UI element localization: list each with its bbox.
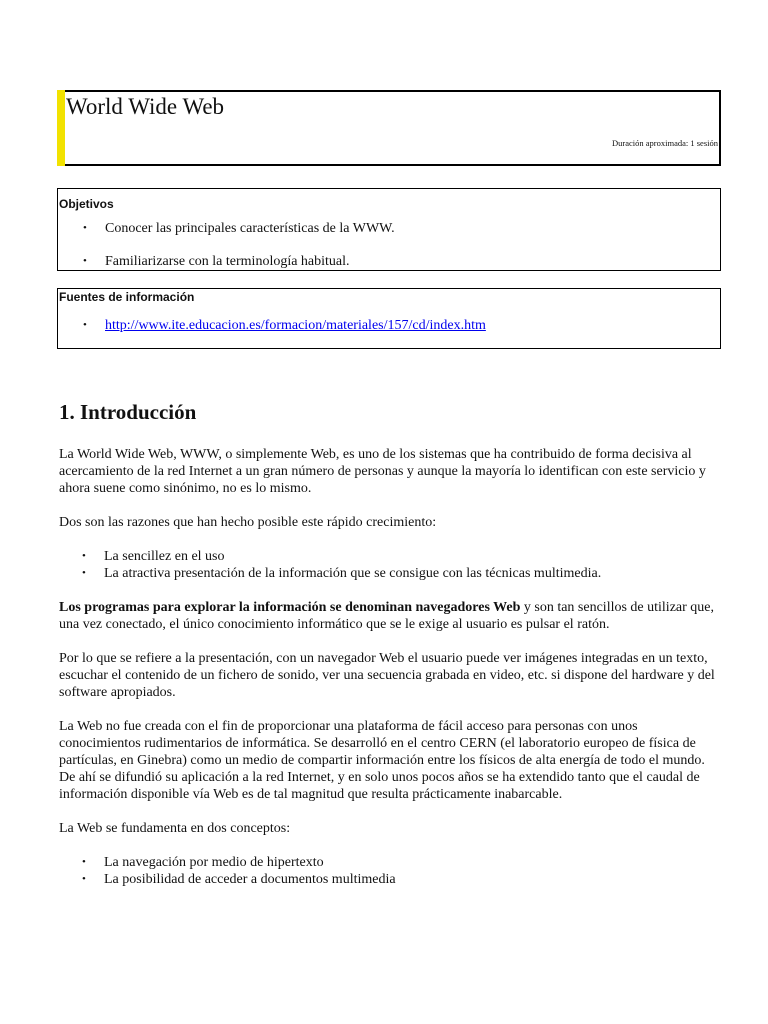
paragraph-text: y son tan sencillos de utilizar que, una vez conectado, el único conocimiento informático que se le exige al usuario es pulsar el ratón. xyxy=(59,600,714,632)
bullet-list xyxy=(59,548,721,582)
duration-label: Duración aproximada: 1 sesión xyxy=(612,138,718,148)
fuentes-box xyxy=(57,288,721,349)
bold-text: Los programas para explorar la información se denominan navegadores Web xyxy=(59,600,521,615)
source-link[interactable]: http://www.ite.educacion.es/formacion/materiales/157/cd/index.htm xyxy=(105,318,486,333)
document-title: World Wide Web xyxy=(66,94,225,119)
paragraph: La Web se fundamenta en dos conceptos: xyxy=(59,821,291,836)
paragraph xyxy=(59,599,721,633)
paragraph: La World Wide Web, WWW, o simplemente Web, es uno de los sistemas que ha contribuido de forma decisiva al acercamiento de la red Internet a un gran número de personas y aunque la mayoría lo identifican con este servicio y ahora suene como sinónimo, no es lo mismo. xyxy=(59,447,706,496)
bullet-list xyxy=(59,854,721,888)
objetivos-heading: Objetivos xyxy=(59,197,114,211)
section-heading: 1. Introducción xyxy=(59,400,197,424)
list-item: • Conocer las principales características de la WWW. xyxy=(58,220,395,237)
fuentes-list xyxy=(58,317,486,334)
main-content xyxy=(59,398,721,905)
list-item: • La posibilidad de acceder a documentos multimedia xyxy=(59,871,721,888)
paragraph: Dos son las razones que han hecho posible este rápido crecimiento: xyxy=(59,515,437,530)
objetivos-list xyxy=(58,220,395,270)
list-item xyxy=(58,317,486,334)
paragraph: La Web no fue creada con el fin de proporcionar una plataforma de fácil acceso para personas con unos conocimientos rudimentarios de informática. Se desarrolló en el centro CERN (el laboratorio europeo de física de partículas, en Ginebra) como un medio de compartir información entre los físicos de alta energía de todo el mundo. De ahí se difundió su aplicación a la red Internet, y en solo unos pocos años se ha extendido tanto que el caudal de información disponible vía Web es de tal magnitud que resulta prácticamente inabarcable. xyxy=(59,719,705,802)
objetivos-box xyxy=(57,188,721,271)
paragraph: Por lo que se refiere a la presentación, con un navegador Web el usuario puede ver imágenes integradas en un texto, escuchar el contenido de un fichero de sonido, ver una secuencia grabada en video, etc. si dispone del hardware y del software apropiados. xyxy=(59,651,715,700)
title-accent-bar xyxy=(57,90,65,166)
fuentes-heading: Fuentes de información xyxy=(59,290,195,304)
list-item: • La navegación por medio de hipertexto xyxy=(59,854,721,871)
list-item: • La atractiva presentación de la información que se consigue con las técnicas multimedia. xyxy=(59,565,721,582)
list-item: • Familiarizarse con la terminología habitual. xyxy=(58,253,395,270)
list-item: • La sencillez en el uso xyxy=(59,548,721,565)
